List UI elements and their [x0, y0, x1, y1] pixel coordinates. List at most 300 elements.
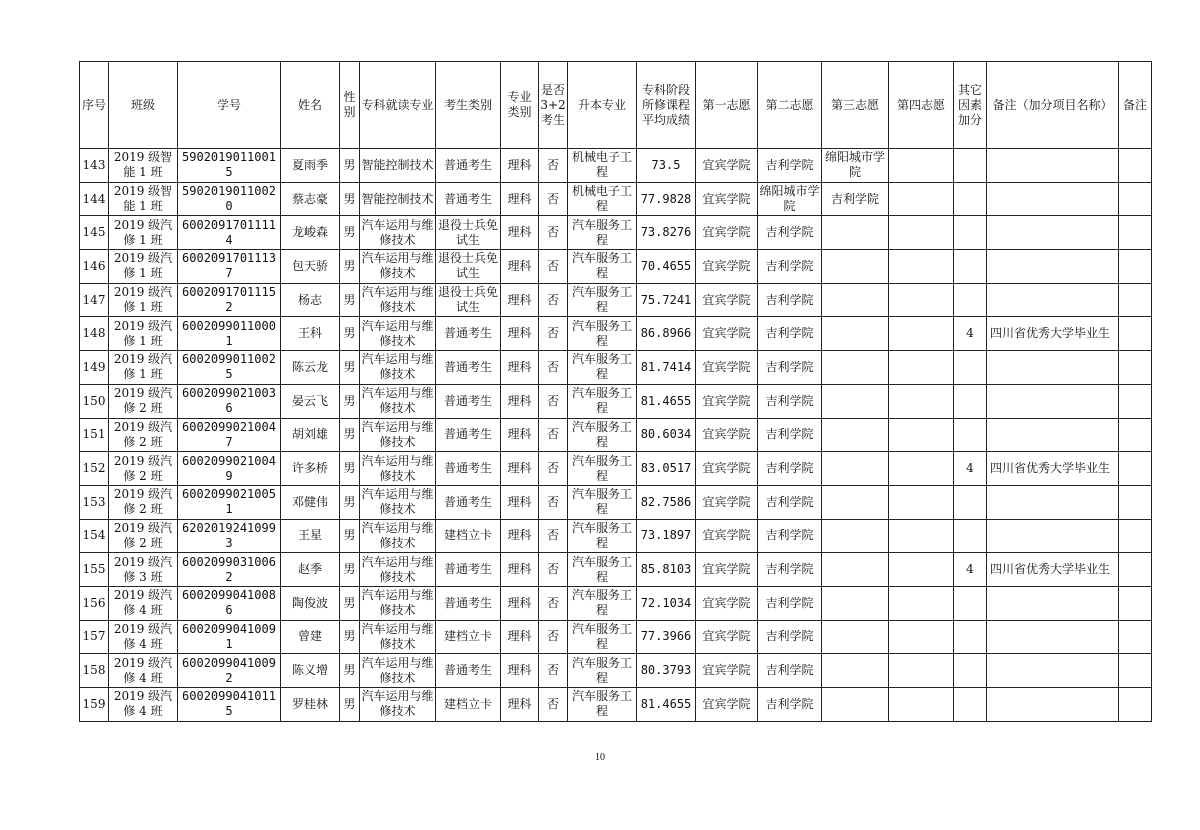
choice2-cell: 吉利学院 [758, 519, 822, 553]
is-3plus2-cell: 否 [539, 283, 568, 317]
choice4-cell [889, 216, 954, 250]
header-avg-score: 专科阶段所修课程平均成绩 [637, 62, 696, 149]
bonus-cell [954, 485, 987, 519]
class-cell: 2019 级汽修 1 班 [109, 317, 178, 351]
header-row [80, 62, 1152, 149]
table-row [80, 317, 1152, 351]
page-number: 10 [595, 752, 605, 763]
remark-cell [1119, 620, 1152, 654]
choice2-cell: 吉利学院 [758, 351, 822, 385]
student-id-cell: 60020990410092 [178, 654, 281, 688]
bonus-cell [954, 182, 987, 216]
choice4-cell [889, 317, 954, 351]
bonus-cell: 4 [954, 452, 987, 486]
target-major-cell: 汽车服务工程 [568, 519, 637, 553]
subject-category-cell: 理科 [501, 418, 539, 452]
bonus-note-cell [987, 283, 1119, 317]
target-major-cell: 机械电子工程 [568, 149, 637, 183]
student-id-cell: 59020190110020 [178, 182, 281, 216]
student-id-cell: 60020990310062 [178, 553, 281, 587]
is-3plus2-cell: 否 [539, 384, 568, 418]
choice4-cell [889, 452, 954, 486]
subject-category-cell: 理科 [501, 384, 539, 418]
class-cell: 2019 级汽修 1 班 [109, 283, 178, 317]
avg-score-cell: 86.8966 [637, 317, 696, 351]
table-row [80, 688, 1152, 722]
choice1-cell: 宜宾学院 [696, 351, 758, 385]
choice1-cell: 宜宾学院 [696, 283, 758, 317]
choice2-cell: 吉利学院 [758, 216, 822, 250]
student-id-cell: 60020990110001 [178, 317, 281, 351]
remark-cell [1119, 452, 1152, 486]
header-choice2: 第二志愿 [758, 62, 822, 149]
student-id-cell: 60020917011114 [178, 216, 281, 250]
target-major-cell: 汽车服务工程 [568, 553, 637, 587]
choice1-cell: 宜宾学院 [696, 586, 758, 620]
choice1-cell: 宜宾学院 [696, 149, 758, 183]
exam-category-cell: 退役士兵免试生 [436, 250, 501, 284]
bonus-cell [954, 250, 987, 284]
class-cell: 2019 级汽修 2 班 [109, 418, 178, 452]
choice3-cell [822, 216, 889, 250]
header-bonus-note: 备注（加分项目名称） [987, 62, 1119, 149]
avg-score-cell: 82.7586 [637, 485, 696, 519]
student-id-cell: 62020192410993 [178, 519, 281, 553]
gender-cell: 男 [340, 283, 360, 317]
gender-cell: 男 [340, 654, 360, 688]
header-choice3: 第三志愿 [822, 62, 889, 149]
subject-category-cell: 理科 [501, 250, 539, 284]
table-row [80, 418, 1152, 452]
choice1-cell: 宜宾学院 [696, 553, 758, 587]
table-row [80, 654, 1152, 688]
header-gender: 性别 [340, 62, 360, 149]
subject-category-cell: 理科 [501, 553, 539, 587]
name-cell: 包天骄 [281, 250, 340, 284]
choice1-cell: 宜宾学院 [696, 418, 758, 452]
gender-cell: 男 [340, 216, 360, 250]
seq-cell: 152 [80, 452, 109, 486]
choice4-cell [889, 182, 954, 216]
exam-category-cell: 普通考生 [436, 485, 501, 519]
class-cell: 2019 级汽修 3 班 [109, 553, 178, 587]
remark-cell [1119, 317, 1152, 351]
choice2-cell: 吉利学院 [758, 620, 822, 654]
major-cell: 汽车运用与维修技术 [360, 384, 436, 418]
bonus-cell [954, 586, 987, 620]
subject-category-cell: 理科 [501, 485, 539, 519]
choice4-cell [889, 351, 954, 385]
avg-score-cell: 77.9828 [637, 182, 696, 216]
remark-cell [1119, 418, 1152, 452]
bonus-note-cell [987, 351, 1119, 385]
exam-category-cell: 普通考生 [436, 384, 501, 418]
gender-cell: 男 [340, 553, 360, 587]
seq-cell: 158 [80, 654, 109, 688]
table-row [80, 182, 1152, 216]
seq-cell: 154 [80, 519, 109, 553]
choice1-cell: 宜宾学院 [696, 250, 758, 284]
choice1-cell: 宜宾学院 [696, 216, 758, 250]
exam-category-cell: 普通考生 [436, 586, 501, 620]
header-seq: 序号 [80, 62, 109, 149]
choice1-cell: 宜宾学院 [696, 452, 758, 486]
exam-category-cell: 建档立卡 [436, 620, 501, 654]
major-cell: 汽车运用与维修技术 [360, 452, 436, 486]
choice2-cell: 吉利学院 [758, 283, 822, 317]
seq-cell: 147 [80, 283, 109, 317]
avg-score-cell: 72.1034 [637, 586, 696, 620]
major-cell: 智能控制技术 [360, 182, 436, 216]
target-major-cell: 汽车服务工程 [568, 654, 637, 688]
exam-category-cell: 普通考生 [436, 452, 501, 486]
choice1-cell: 宜宾学院 [696, 620, 758, 654]
choice3-cell [822, 418, 889, 452]
major-cell: 汽车运用与维修技术 [360, 586, 436, 620]
subject-category-cell: 理科 [501, 351, 539, 385]
avg-score-cell: 81.7414 [637, 351, 696, 385]
target-major-cell: 汽车服务工程 [568, 283, 637, 317]
gender-cell: 男 [340, 586, 360, 620]
major-cell: 汽车运用与维修技术 [360, 283, 436, 317]
choice4-cell [889, 485, 954, 519]
seq-cell: 145 [80, 216, 109, 250]
is-3plus2-cell: 否 [539, 553, 568, 587]
bonus-cell [954, 351, 987, 385]
header-college-major: 专科就读专业 [360, 62, 436, 149]
avg-score-cell: 70.4655 [637, 250, 696, 284]
student-id-cell: 60020917011137 [178, 250, 281, 284]
is-3plus2-cell: 否 [539, 620, 568, 654]
choice1-cell: 宜宾学院 [696, 688, 758, 722]
table-row [80, 485, 1152, 519]
class-cell: 2019 级智能 1 班 [109, 149, 178, 183]
remark-cell [1119, 553, 1152, 587]
name-cell: 陈云龙 [281, 351, 340, 385]
header-exam-category: 考生类别 [436, 62, 501, 149]
header-remark: 备注 [1119, 62, 1152, 149]
choice3-cell [822, 654, 889, 688]
table-body [80, 149, 1152, 722]
bonus-note-cell [987, 519, 1119, 553]
is-3plus2-cell: 否 [539, 149, 568, 183]
seq-cell: 144 [80, 182, 109, 216]
student-id-cell: 60020990210047 [178, 418, 281, 452]
class-cell: 2019 级汽修 2 班 [109, 519, 178, 553]
subject-category-cell: 理科 [501, 182, 539, 216]
major-cell: 汽车运用与维修技术 [360, 351, 436, 385]
bonus-note-cell [987, 250, 1119, 284]
bonus-cell [954, 620, 987, 654]
seq-cell: 148 [80, 317, 109, 351]
name-cell: 蔡志豪 [281, 182, 340, 216]
bonus-note-cell [987, 620, 1119, 654]
exam-category-cell: 普通考生 [436, 182, 501, 216]
seq-cell: 151 [80, 418, 109, 452]
is-3plus2-cell: 否 [539, 250, 568, 284]
remark-cell [1119, 688, 1152, 722]
choice1-cell: 宜宾学院 [696, 182, 758, 216]
choice1-cell: 宜宾学院 [696, 384, 758, 418]
choice2-cell: 绵阳城市学院 [758, 182, 822, 216]
choice4-cell [889, 519, 954, 553]
avg-score-cell: 80.3793 [637, 654, 696, 688]
table-row [80, 586, 1152, 620]
choice4-cell [889, 586, 954, 620]
bonus-note-cell [987, 485, 1119, 519]
major-cell: 汽车运用与维修技术 [360, 553, 436, 587]
is-3plus2-cell: 否 [539, 317, 568, 351]
gender-cell: 男 [340, 351, 360, 385]
avg-score-cell: 77.3966 [637, 620, 696, 654]
header-target-major: 升本专业 [568, 62, 637, 149]
gender-cell: 男 [340, 688, 360, 722]
choice2-cell: 吉利学院 [758, 654, 822, 688]
choice2-cell: 吉利学院 [758, 485, 822, 519]
major-cell: 汽车运用与维修技术 [360, 317, 436, 351]
seq-cell: 149 [80, 351, 109, 385]
seq-cell: 155 [80, 553, 109, 587]
target-major-cell: 汽车服务工程 [568, 216, 637, 250]
class-cell: 2019 级汽修 4 班 [109, 688, 178, 722]
name-cell: 赵季 [281, 553, 340, 587]
bonus-note-cell: 四川省优秀大学毕业生 [987, 553, 1119, 587]
class-cell: 2019 级汽修 2 班 [109, 384, 178, 418]
class-cell: 2019 级汽修 4 班 [109, 586, 178, 620]
exam-category-cell: 退役士兵免试生 [436, 216, 501, 250]
table-row [80, 452, 1152, 486]
choice2-cell: 吉利学院 [758, 586, 822, 620]
subject-category-cell: 理科 [501, 688, 539, 722]
target-major-cell: 汽车服务工程 [568, 586, 637, 620]
table-row [80, 149, 1152, 183]
bonus-cell: 4 [954, 553, 987, 587]
remark-cell [1119, 485, 1152, 519]
bonus-note-cell [987, 418, 1119, 452]
gender-cell: 男 [340, 149, 360, 183]
exam-category-cell: 普通考生 [436, 317, 501, 351]
choice1-cell: 宜宾学院 [696, 654, 758, 688]
class-cell: 2019 级汽修 4 班 [109, 654, 178, 688]
choice1-cell: 宜宾学院 [696, 485, 758, 519]
student-id-cell: 60020990410115 [178, 688, 281, 722]
bonus-note-cell [987, 182, 1119, 216]
bonus-cell [954, 654, 987, 688]
bonus-cell [954, 418, 987, 452]
avg-score-cell: 81.4655 [637, 384, 696, 418]
remark-cell [1119, 182, 1152, 216]
name-cell: 夏雨季 [281, 149, 340, 183]
major-cell: 汽车运用与维修技术 [360, 485, 436, 519]
major-cell: 汽车运用与维修技术 [360, 216, 436, 250]
choice2-cell: 吉利学院 [758, 317, 822, 351]
is-3plus2-cell: 否 [539, 688, 568, 722]
choice2-cell: 吉利学院 [758, 149, 822, 183]
choice3-cell [822, 688, 889, 722]
choice3-cell [822, 317, 889, 351]
bonus-cell [954, 149, 987, 183]
is-3plus2-cell: 否 [539, 654, 568, 688]
name-cell: 邓健伟 [281, 485, 340, 519]
exam-category-cell: 普通考生 [436, 418, 501, 452]
target-major-cell: 汽车服务工程 [568, 384, 637, 418]
choice4-cell [889, 553, 954, 587]
target-major-cell: 汽车服务工程 [568, 250, 637, 284]
gender-cell: 男 [340, 182, 360, 216]
remark-cell [1119, 351, 1152, 385]
choice3-cell [822, 283, 889, 317]
major-cell: 智能控制技术 [360, 149, 436, 183]
choice3-cell [822, 384, 889, 418]
subject-category-cell: 理科 [501, 149, 539, 183]
name-cell: 王科 [281, 317, 340, 351]
choice2-cell: 吉利学院 [758, 384, 822, 418]
name-cell: 陈义增 [281, 654, 340, 688]
is-3plus2-cell: 否 [539, 182, 568, 216]
choice2-cell: 吉利学院 [758, 553, 822, 587]
class-cell: 2019 级智能 1 班 [109, 182, 178, 216]
bonus-note-cell [987, 216, 1119, 250]
bonus-note-cell [987, 688, 1119, 722]
gender-cell: 男 [340, 485, 360, 519]
class-cell: 2019 级汽修 2 班 [109, 452, 178, 486]
bonus-cell: 4 [954, 317, 987, 351]
table-row [80, 553, 1152, 587]
avg-score-cell: 73.1897 [637, 519, 696, 553]
is-3plus2-cell: 否 [539, 519, 568, 553]
student-id-cell: 60020990210036 [178, 384, 281, 418]
student-id-cell: 60020990110025 [178, 351, 281, 385]
remark-cell [1119, 654, 1152, 688]
name-cell: 罗桂林 [281, 688, 340, 722]
bonus-cell [954, 519, 987, 553]
seq-cell: 143 [80, 149, 109, 183]
remark-cell [1119, 519, 1152, 553]
exam-category-cell: 普通考生 [436, 654, 501, 688]
bonus-note-cell [987, 586, 1119, 620]
choice3-cell [822, 586, 889, 620]
exam-category-cell: 建档立卡 [436, 688, 501, 722]
name-cell: 曾建 [281, 620, 340, 654]
target-major-cell: 汽车服务工程 [568, 688, 637, 722]
choice2-cell: 吉利学院 [758, 250, 822, 284]
avg-score-cell: 81.4655 [637, 688, 696, 722]
avg-score-cell: 73.5 [637, 149, 696, 183]
student-id-cell: 60020917011152 [178, 283, 281, 317]
name-cell: 许多桥 [281, 452, 340, 486]
target-major-cell: 汽车服务工程 [568, 620, 637, 654]
bonus-note-cell: 四川省优秀大学毕业生 [987, 317, 1119, 351]
header-name: 姓名 [281, 62, 340, 149]
seq-cell: 156 [80, 586, 109, 620]
subject-category-cell: 理科 [501, 620, 539, 654]
major-cell: 汽车运用与维修技术 [360, 620, 436, 654]
choice3-cell [822, 519, 889, 553]
name-cell: 王星 [281, 519, 340, 553]
choice1-cell: 宜宾学院 [696, 317, 758, 351]
remark-cell [1119, 283, 1152, 317]
choice4-cell [889, 688, 954, 722]
choice1-cell: 宜宾学院 [696, 519, 758, 553]
name-cell: 晏云飞 [281, 384, 340, 418]
choice3-cell: 绵阳城市学院 [822, 149, 889, 183]
bonus-note-cell [987, 149, 1119, 183]
gender-cell: 男 [340, 519, 360, 553]
gender-cell: 男 [340, 317, 360, 351]
target-major-cell: 汽车服务工程 [568, 452, 637, 486]
exam-category-cell: 普通考生 [436, 351, 501, 385]
avg-score-cell: 80.6034 [637, 418, 696, 452]
bonus-cell [954, 283, 987, 317]
target-major-cell: 汽车服务工程 [568, 418, 637, 452]
seq-cell: 153 [80, 485, 109, 519]
is-3plus2-cell: 否 [539, 586, 568, 620]
choice3-cell [822, 351, 889, 385]
bonus-note-cell [987, 384, 1119, 418]
choice2-cell: 吉利学院 [758, 688, 822, 722]
name-cell: 胡刘雄 [281, 418, 340, 452]
choice3-cell [822, 620, 889, 654]
target-major-cell: 汽车服务工程 [568, 485, 637, 519]
target-major-cell: 汽车服务工程 [568, 317, 637, 351]
is-3plus2-cell: 否 [539, 485, 568, 519]
seq-cell: 150 [80, 384, 109, 418]
subject-category-cell: 理科 [501, 586, 539, 620]
choice3-cell: 吉利学院 [822, 182, 889, 216]
exam-category-cell: 普通考生 [436, 553, 501, 587]
choice4-cell [889, 384, 954, 418]
choice4-cell [889, 283, 954, 317]
gender-cell: 男 [340, 620, 360, 654]
choice4-cell [889, 418, 954, 452]
is-3plus2-cell: 否 [539, 216, 568, 250]
major-cell: 汽车运用与维修技术 [360, 654, 436, 688]
table-row [80, 250, 1152, 284]
choice4-cell [889, 620, 954, 654]
choice2-cell: 吉利学院 [758, 418, 822, 452]
subject-category-cell: 理科 [501, 519, 539, 553]
header-subject-category: 专业类别 [501, 62, 539, 149]
header-class: 班级 [109, 62, 178, 149]
major-cell: 汽车运用与维修技术 [360, 688, 436, 722]
subject-category-cell: 理科 [501, 317, 539, 351]
seq-cell: 157 [80, 620, 109, 654]
choice3-cell [822, 250, 889, 284]
table-row [80, 283, 1152, 317]
choice3-cell [822, 452, 889, 486]
class-cell: 2019 级汽修 4 班 [109, 620, 178, 654]
remark-cell [1119, 384, 1152, 418]
bonus-cell [954, 216, 987, 250]
header-choice1: 第一志愿 [696, 62, 758, 149]
target-major-cell: 汽车服务工程 [568, 351, 637, 385]
choice3-cell [822, 553, 889, 587]
avg-score-cell: 85.8103 [637, 553, 696, 587]
choice4-cell [889, 654, 954, 688]
header-is-3plus2: 是否3+2考生 [539, 62, 568, 149]
class-cell: 2019 级汽修 1 班 [109, 216, 178, 250]
target-major-cell: 机械电子工程 [568, 182, 637, 216]
avg-score-cell: 73.8276 [637, 216, 696, 250]
gender-cell: 男 [340, 418, 360, 452]
bonus-note-cell: 四川省优秀大学毕业生 [987, 452, 1119, 486]
is-3plus2-cell: 否 [539, 351, 568, 385]
table-row [80, 351, 1152, 385]
remark-cell [1119, 149, 1152, 183]
header-choice4: 第四志愿 [889, 62, 954, 149]
seq-cell: 159 [80, 688, 109, 722]
choice4-cell [889, 149, 954, 183]
